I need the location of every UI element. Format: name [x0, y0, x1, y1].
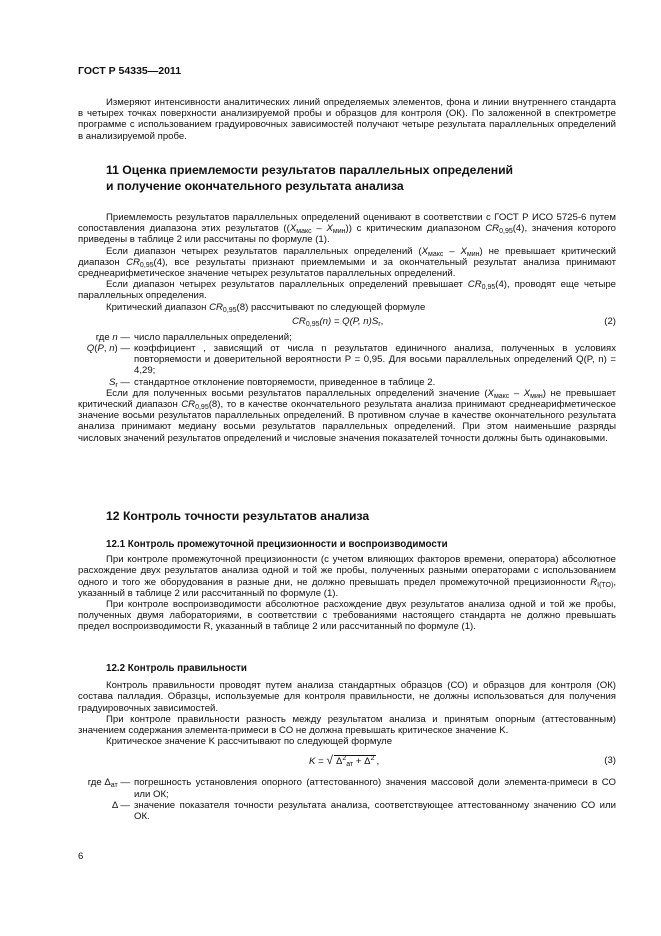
section-12-2-title: 12.2 Контроль правильности [106, 663, 247, 674]
s11-paragraph-4: Критический диапазон $CR_{0,95}(8)$ рассчитывают по следующей формуле [106, 301, 426, 314]
formula-2-number: (2) [604, 315, 616, 327]
section-11-heading [78, 162, 616, 194]
where-q-desc: коэффициент , зависящий от числа n результатов единичного анализа, полученных в условиях повторяемости и доверительной вероятности P = 0,95. Для восьми параллельных определений Q(P, n) = 4,29; [134, 343, 616, 377]
where-n-term: где n — [95, 331, 130, 343]
section-12-heading [78, 508, 616, 524]
where-dat-term: где $\Delta_{ат}$ — [87, 777, 130, 790]
s11-paragraph-3: Если диапазон четырех результатов параллельных определений превышает $CR_{0,95}(4)$, проводят еще четыре параллельных определения. [78, 279, 617, 302]
s11-paragraph-5: Если для полученных восьми результатов параллельных определений значение $(X_{макс} - X_{мин})$ не превышает критический диапазон $CR_{0,95}(8)$, то в качестве окончательного результата анализа принимают среднеарифметическое значение восьми результатов параллельных определений. В противном случае в качестве окончательного результата анализа принимают медиану восьми результатов параллельных определений. При этом наименьшие разряды числовых значений результатов определений и числовые значения показателей точности должны быть одинаковыми. [78, 387, 616, 444]
intro-section [78, 97, 616, 142]
where-dat-desc: погрешность установления опорного (аттестованного) значения массовой доли элемента-примеси в СО или ОК; [134, 777, 616, 800]
where-s-term: $S_r$ — [108, 376, 130, 389]
s11-paragraph-2: Если диапазон четырех результатов параллельных определений $(X_{макс} - X_{мин})$ не превышает критический диапазон $CR_{0,95}(4)$, все результаты признают приемлемыми и за окончательный результат анализа принимают среднеарифметическое значение четырех результатов параллельных определений. [78, 245, 616, 280]
section-11-title-line2: и получение окончательного результата анализа [106, 179, 404, 193]
where-n-desc: число параллельных определений; [134, 331, 292, 343]
formula-2: $CR_{0,95}(n) = Q(P$, $n)S_r$, (2) [292, 315, 616, 328]
where-list-formula-2 [78, 332, 616, 388]
standard-header: ГОСТ Р 54335—2011 [78, 65, 182, 77]
s121-paragraph-1: При контроле промежуточной прецизионности (с учетом влияющих факторов времени, оператора) абсолютное расхождение двух результатов анализа одной и той же пробы, полученных разными операторами с использованием одного и того же оборудования в разные дни, не должно превышать предел промежуточной прецизионности $R_{I(TO)}$, указанный в таблице 2 или рассчитанный по формуле (1). [78, 554, 616, 599]
formula-3-number: (3) [604, 755, 616, 767]
where-q-term: Q(P, n) — [86, 343, 130, 355]
where-d-desc: значение показателя точности результата анализа, соответствующее аттестованному значению СО или ОК. [134, 799, 616, 823]
where-s-desc: стандартное отклонение повторяемости, приведенное в таблице 2. [134, 376, 436, 388]
s122-paragraph-1: Контроль правильности проводят путем анализа стандартных образцов (СО) и образцов для контроля (ОК) состава палладия. Образцы, используемые для контроля правильности, не должны использоваться для получения градуировочных зависимостей. [78, 680, 616, 714]
section-12-1-title: 12.1 Контроль промежуточной прецизионности и воспроизводимости [106, 539, 448, 550]
formula-3: K = √ $\Delta^2_{ат} + \Delta^2$ , (3) [309, 753, 616, 769]
document-page [78, 0, 616, 936]
section-11-body [78, 212, 616, 444]
s122-paragraph-2: При контроле правильности разность между результатом анализа и принятым опорным (аттестованным) значением содержания элемента-примеси в СО не должна превышать критическое значение K. [78, 713, 616, 737]
where-d-term: Δ — [111, 799, 130, 811]
s122-paragraph-3: Критическое значение K рассчитывают по следующей формуле [106, 736, 393, 748]
section-11-title-line1: 11 Оценка приемлемости результатов параллельных определений [106, 163, 514, 177]
section-12-1 [78, 539, 616, 633]
page-number: 6 [78, 851, 84, 862]
section-12-2 [78, 663, 616, 822]
where-list-formula-3 [78, 777, 616, 822]
s121-paragraph-2: При контроле воспроизводимости абсолютное расхождение двух результатов анализа одной и той же пробы, полученных двумя лабораториями, в соответствии с требованиями настоящего стандарта не должно превышать предел воспроизводимости R, указанный в таблице 2 или рассчитанный по формуле (1). [78, 599, 616, 633]
intro-paragraph: Измеряют интенсивности аналитических линий определяемых элементов, фона и линии внутреннего стандарта в четырех точках поверхности анализируемой пробы и образцов для контроля (ОК). По заложенной в спектрометре программе с использованием градуировочных зависимостей получают четыре результата параллельных определений в анализируемой пробе. [78, 97, 616, 142]
section-12-title: 12 Контроль точности результатов анализа [106, 509, 370, 523]
s11-paragraph-1: Приемлемость результатов параллельных определений оценивают в соответствии с ГОСТ Р ИСО 5725-6 путем сопоставления диапазона этих результатов $((X_{макс} - X_{мин}))$ с критическим диапазоном $CR_{0,95}(4)$, значения которого приведены в таблице 2 или рассчитаны по формуле (1). [78, 212, 617, 246]
